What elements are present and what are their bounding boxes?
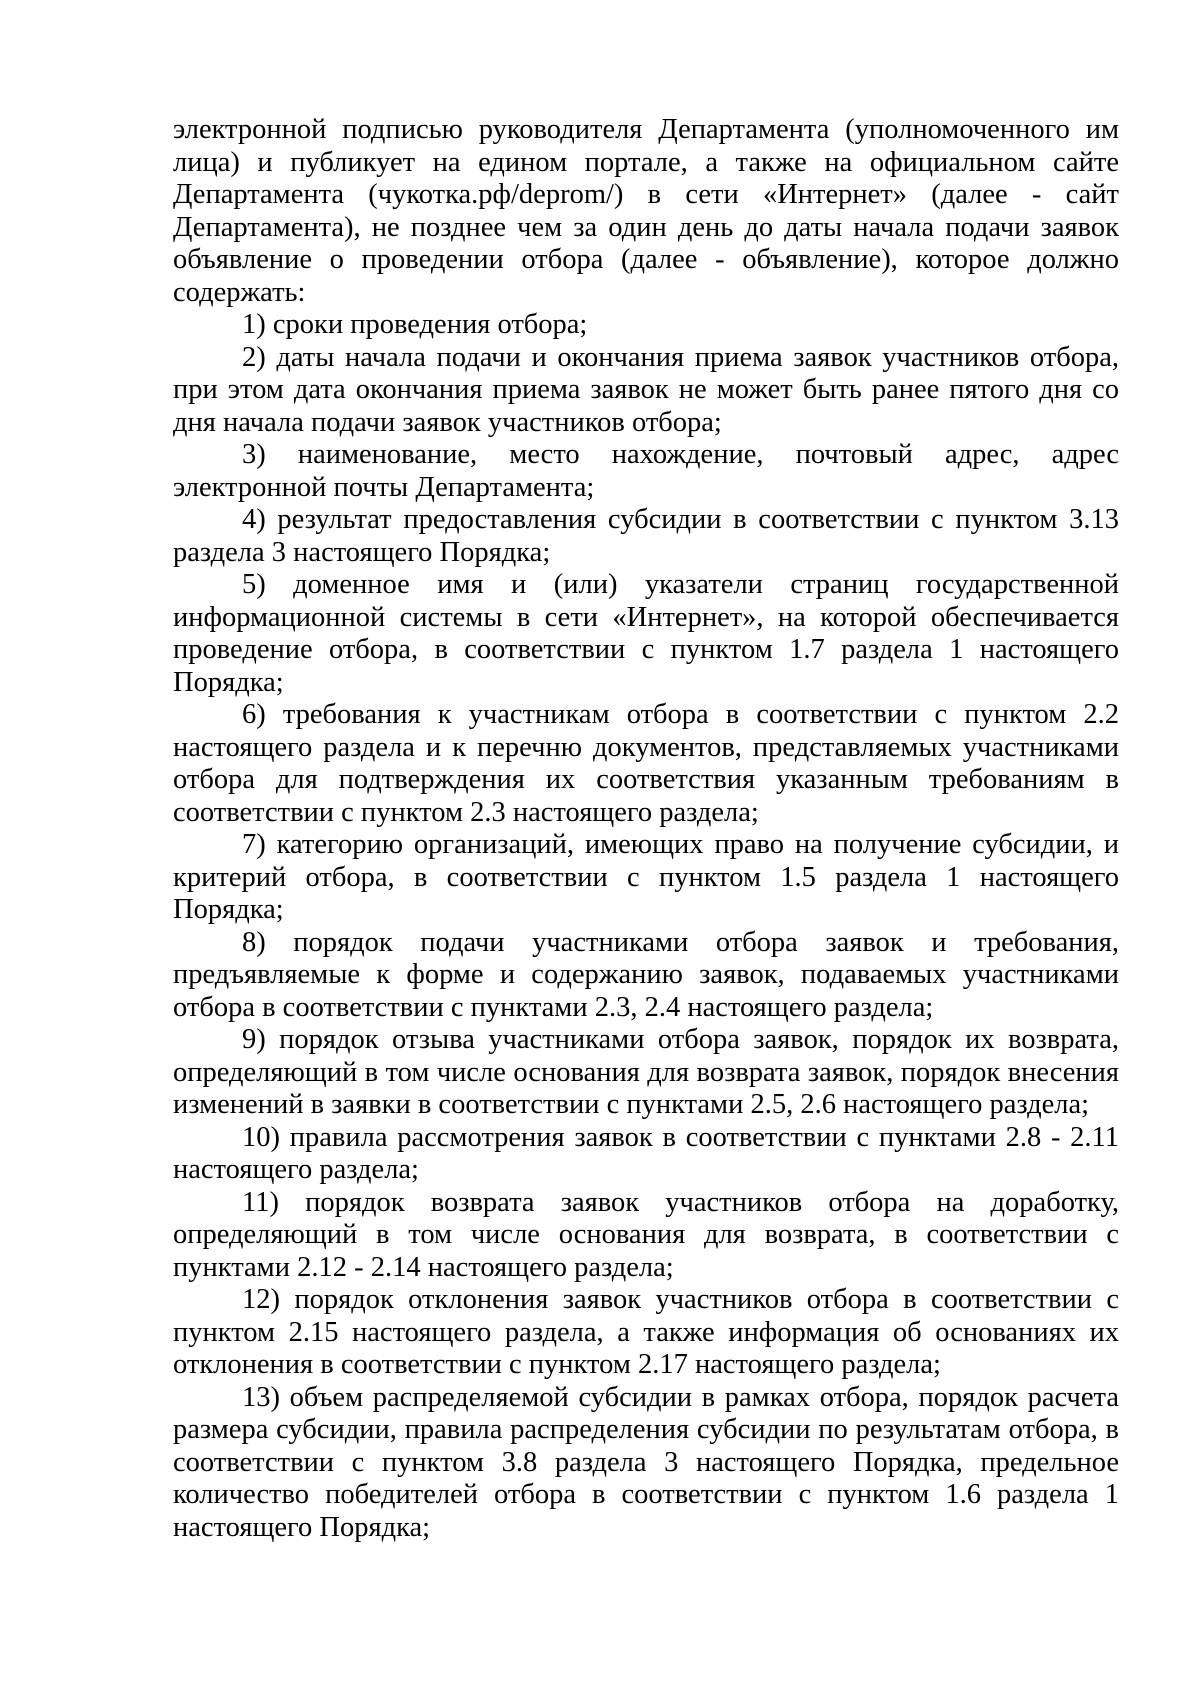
document-page [173, 114, 1119, 1544]
list-item-1: 1) сроки проведения отбора; [242, 309, 588, 340]
list-item-6: 6) требования к участникам отбора в соответствии с пунктом 2.2 настоящего раздела и к перечню документов, представляемых участниками отбора для подтверждения их соответствия указанным требованиям в соответствии с пунктом 2.3 настоящего раздела; [173, 699, 1119, 828]
list-item-8: 8) порядок подачи участниками отбора заявок и требования, предъявляемые к форме и содержанию заявок, подаваемых участниками отбора в соответствии с пунктами 2.3, 2.4 настоящего раздела; [173, 926, 1119, 1023]
list-item-5: 5) доменное имя и (или) указатели страниц государственной информационной системы в сети «Интернет», на которой обеспечивается проведение отбора, в соответствии с пунктом 1.7 раздела 1 настоящего Порядка; [173, 569, 1119, 698]
list-item-7: 7) категорию организаций, имеющих право на получение субсидии, и критерий отбора, в соответствии с пунктом 1.5 раздела 1 настоящего Порядка; [173, 829, 1119, 925]
list-item-13: 13) объем распределяемой субсидии в рамках отбора, порядок расчета размера субсидии, правила распределения субсидии по результатам отбора, в соответствии с пунктом 3.8 раздела 3 настоящего Порядка, предельное количество победителей отбора в соответствии с пунктом 1.6 раздела 1 настоящего Порядка; [173, 1381, 1119, 1543]
list-item-12: 12) порядок отклонения заявок участников отбора в соответствии с пунктом 2.15 настоящего раздела, а также информация об основаниях их отклонения в соответствии с пунктом 2.17 настоящего раздела; [173, 1284, 1119, 1380]
list-item-3: 3) наименование, место нахождение, почтовый адрес, адрес электронной почты Департамента; [173, 439, 1119, 503]
list-item-2: 2) даты начала подачи и окончания приема заявок участников отбора, при этом дата окончания приема заявок не может быть ранее пятого дня со дня начала подачи заявок участников отбора; [173, 341, 1119, 438]
list-item-4: 4) результат предоставления субсидии в соответствии с пунктом 3.13 раздела 3 настоящего Порядка; [173, 504, 1119, 568]
paragraph-announcement-intro: электронной подписью руководителя Департамента (уполномоченного им лица) и публикует на едином портале, а также на официальном сайте Департамента (чукотка.рф/deprom/) в сети «Интернет» (далее - сайт Департамента), не позднее чем за один день до даты начала подачи заявок объявление о проведении отбора (далее - объявление), которое должно содержать: [173, 114, 1119, 308]
list-item-11: 11) порядок возврата заявок участников отбора на доработку, определяющий в том числе основания для возврата, в соответствии с пунктами 2.12 - 2.14 настоящего раздела; [173, 1186, 1119, 1283]
list-item-10: 10) правила рассмотрения заявок в соответствии с пунктами 2.8 - 2.11 настоящего раздела; [173, 1121, 1119, 1185]
list-item-9: 9) порядок отзыва участниками отбора заявок, порядок их возврата, определяющий в том числе основания для возврата заявок, порядок внесения изменений в заявки в соответствии с пунктами 2.5, 2.6 настоящего раздела; [173, 1024, 1119, 1120]
